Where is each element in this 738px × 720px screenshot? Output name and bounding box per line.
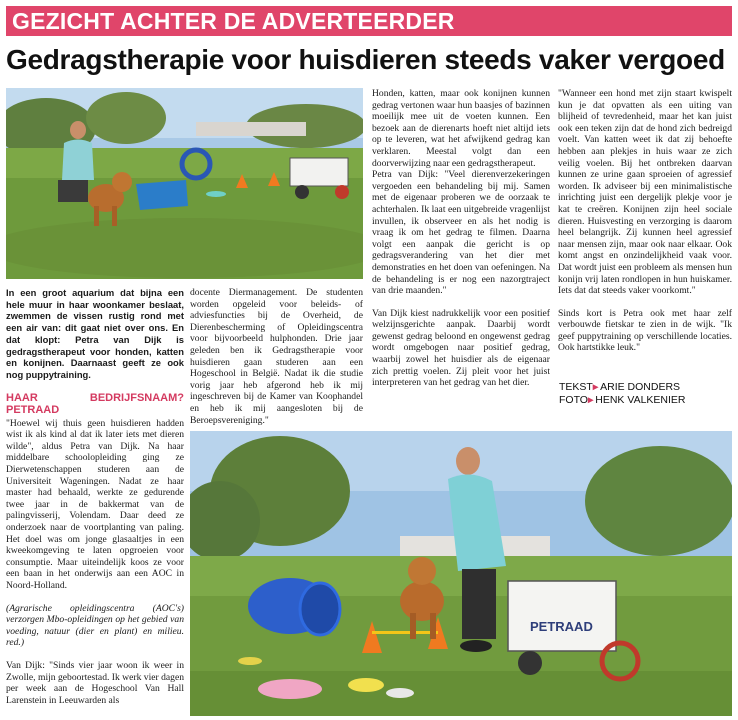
cart-label: PETRAAD: [530, 619, 593, 634]
photo-bottom: [190, 431, 732, 716]
column-3-paragraph-3: Van Dijk kiest nadrukkelijk voor een positief welzijnsgerichte aanpak. Daarbij wordt gewenst gedrag beloond en ongewenst gedrag wordt omgebogen naar positief gedrag, waarbij zowel het huisdier als de eigenaar zich prettig voelen. Zij pleit voor het juist interpreteren van het gedrag van het dier.: [372, 307, 550, 389]
credit-photo-name: HENK VALKENIER: [595, 393, 686, 406]
credit-arrow-icon: ▸: [592, 381, 599, 393]
credit-text-label: TEKST: [559, 381, 593, 393]
credit-photo-line: [559, 394, 729, 407]
photo-top: [6, 88, 363, 279]
subhead: HAAR BEDRIJFSNAAM? PETRAAD: [6, 391, 184, 416]
column-1-paragraph-2: Van Dijk: "Sinds vier jaar woon ik weer in Zwolle, mijn geboortestad. Ik werk vier dagen per week aan de Hogeschool Van Hall Larenstein in Leeuwarden als: [6, 659, 184, 706]
credits: [559, 381, 729, 406]
section-kicker: GEZICHT ACHTER DE ADVERTEERDER: [6, 6, 732, 36]
credit-text-line: [559, 381, 729, 394]
column-1-paragraph-1: "Hoewel wij thuis geen huisdieren hadden wist ik als kind al dat ik later iets met dieren wilde", aldus Petra van Dijk. Na haar middelbare schoolopleiding ging ze Dierwetenschappen studeren aan de Universiteit Wageningen. Nadat ze haar master had behaald, werkte ze gedurende twee jaar in de bakkermat van de palingvisserij, Volendam. Daar deed ze onderzoek naar de voortplanting van paling. Het doel was om jonge glasaaltjes in een kweekomgeving te laten opgroeien voor consumptie. Maar uiteindelijk koos ze voor een baan in het onderwijs aan een AOC in Noord-Holland.: [6, 417, 184, 591]
article-column-1: [6, 287, 184, 706]
column-3-paragraph-2: Petra van Dijk: "Veel dierenverzekeringen vergoeden een behandeling bij mij. Samen met de eigenaar proberen we de oorzaak te achterhalen. Ik laat een uitgebreide vragenlijst invullen, ik observeer en als het nodig is vraag ik om het gedrag te filmen. Daarna volgt een aanpak die gericht is op gedragsverandering van het dier met demonstraties en het doen van oefeningen. Na de behandeling is er nog een nazorgtraject van drie maanden.": [372, 169, 550, 297]
article-column-3: [372, 88, 550, 389]
article-lead: In een groot aquarium dat bijna een hele muur in haar woonkamer beslaat, zwemmen de vissen rustig rond met een air van: dit gaat niet over ons. En dat klopt: Petra van Dijk is gedragstherapeut voor honden, katten en konijnen. Daarnaast geeft ze ook nog puppytraining.: [6, 287, 184, 380]
column-4-paragraph-1: "Wanneer een hond met zijn staart kwispelt kun je dat opvatten als een uiting van blijheid of tevredenheid, maar het kan juist ook een teken zijn dat de hond zich bedreigd voelt. Van katten weet ik dat zij behoefte hebben aan plekjes in huis waar ze zich veilig voelen. Bij het ontbreken daarvan kunnen ze urine gaan sproeien of agressief worden. Ik adviseer bij een minimalistische inrichting juist een dergelijk plekje voor je kat te creëren. Konijnen zijn heel sociale dieren. Huisvesting en verzorging is daarom heel belangrijk. Zij kunnen heel agressief naar mensen zijn, maar ook naar elkaar. Ook komt angst en onzindelijkheid vaak voor. Dat wordt juist een probleem als mensen hun konijn vrij laten rondlopen in hun huiskamer. Iets dat dat steeds vaker voorkomt.": [558, 88, 732, 297]
credit-photo-label: FOTO: [559, 393, 588, 406]
article-headline: Gedragstherapie voor huisdieren steeds vaker vergoed: [6, 44, 725, 75]
column-2-paragraph-1: docente Diermanagement. De studenten worden opgeleid voor beleids- of adviesfuncties bij de Overheid, de Dierenbescherming of Opleidingscentra voor bijvoorbeeld hulphonden. Drie jaar geleden ben ik Gedragstherapie voor huisdieren gaan studeren aan een Hogeschool in België. Nadat ik die studie vorig jaar heb afgerond heb ik mij ingeschreven bij de Kamer van Koophandel en heb ik mij aangesloten bij de Beroepsvereniging.": [190, 287, 363, 426]
column-4-paragraph-2: Sinds kort is Petra ook met haar zelf verbouwde fietskar te zien in de wijk. "Ik geef puppytraining op verschillende locaties. Ook hartstikke leuk.": [558, 307, 732, 354]
column-3-paragraph-1: Honden, katten, maar ook konijnen kunnen gedrag vertonen waar hun baasjes of bazinnen moeilijk mee uit de voeten kunnen. Een bezoek aan de dierenarts hoeft niet altijd iets op te leveren, wat het afwijkend gedrag kan verklaren. Meestal volgt dan een doorverwijzing naar een gedragstherapeut.: [372, 88, 550, 169]
column-1-note: (Agrarische opleidingscentra (AOC's) verzorgen Mbo-opleidingen op het gebied van voeding, natuur (dier en plant) en milieu. red.): [6, 602, 184, 649]
article-column-2: [190, 287, 363, 426]
credit-arrow-icon: ▸: [587, 393, 594, 406]
credit-text-name: ARIE DONDERS: [600, 381, 681, 393]
article-column-4: [558, 88, 732, 354]
